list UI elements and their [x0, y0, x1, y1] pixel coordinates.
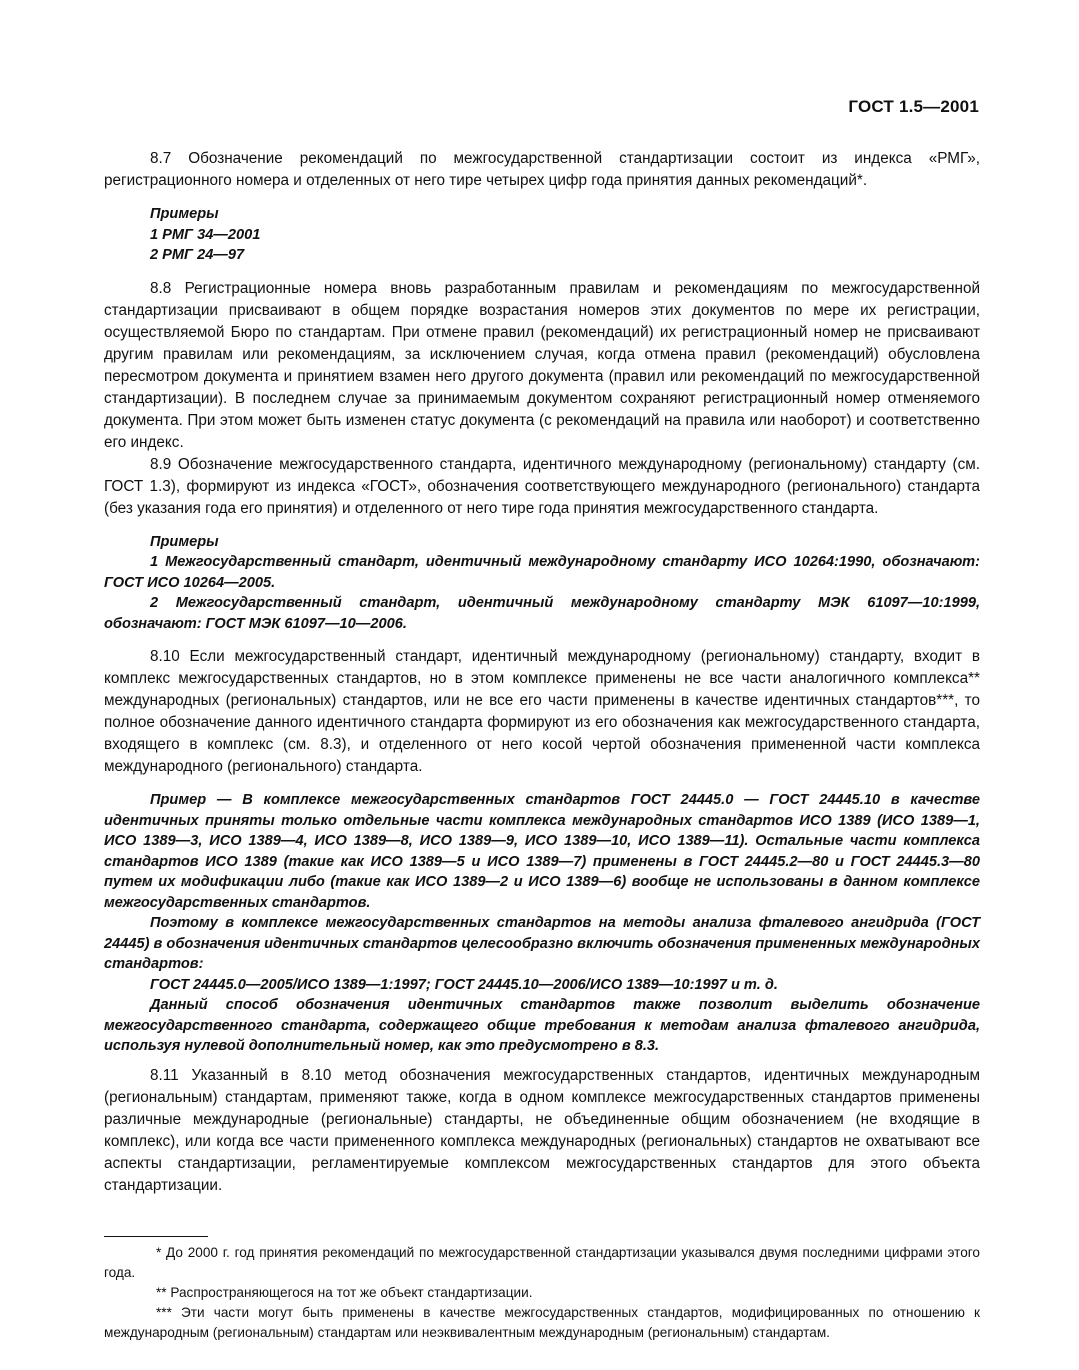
- footnotes: [104, 1243, 980, 1343]
- examples-title: Примеры: [150, 206, 219, 222]
- example-paragraph: Пример — В комплексе межгосударственных стандартов ГОСТ 24445.0 — ГОСТ 24445.10 в качестве идентичных приняты только отдельные части комплекса международных стандартов ИСО 1389 (ИСО 1389—1, ИСО 1389—3, ИСО 1389—4, ИСО 1389—8, ИСО 1389—9, ИСО 1389—10, ИСО 1389—11). Остальные части комплекса стандартов ИСО 1389 (такие как ИСО 1389—5 и ИСО 1389—7) применены в ГОСТ 24445.2—80 и ГОСТ 24445.3—80 путем их модификации либо (такие как ИСО 1389—2 и ИСО 1389—6) вообще не использованы в данном комплексе межгосударственных стандартов.: [104, 792, 980, 911]
- example-paragraph: ГОСТ 24445.0—2005/ИСО 1389—1:1997; ГОСТ 24445.10—2006/ИСО 1389—10:1997 и т. д.: [150, 976, 778, 993]
- clause-8-11: 8.11 Указанный в 8.10 метод обозначения межгосударственных стандартов, идентичных международным (региональным) стандартам, применяют также, когда в одном комплексе межгосударственных стандартов применены различные международные (региональные) стандарты, не объединенные общим обозначением (не входящие в комплекс), или когда все части примененного комплекса международных (региональных) стандартов не охватывают все аспекты стандартизации, регламентируемые комплексом межгосударственных стандартов для этого объекта стандартизации.: [104, 1066, 980, 1194]
- example-item: 2 Межгосударственный стандарт, идентичный международному стандарту МЭК 61097—10:1999, обозначают: ГОСТ МЭК 61097—10—2006.: [104, 595, 980, 632]
- examples-block-1: [104, 204, 980, 266]
- footnote: ** Распространяющегося на тот же объект стандартизации.: [156, 1285, 533, 1300]
- example-item: 2 РМГ 24—97: [150, 247, 245, 263]
- example-item: 1 Межгосударственный стандарт, идентичный международному стандарту ИСО 10264:1990, обозначают: ГОСТ ИСО 10264—2005.: [104, 554, 980, 591]
- footnote: *** Эти части могут быть применены в качестве межгосударственных стандартов, модифицированных по отношению к международным (региональным) стандартам или неэквивалентным международным (региональным) стандартам.: [104, 1305, 980, 1340]
- main-content: [104, 148, 980, 1197]
- clause-8-8: 8.8 Регистрационные номера вновь разработанным правилам и рекомендациям по межгосударственной стандартизации присваивают в общем порядке возрастания номеров этих документов по мере их регистрации, осуществляемой Бюро по стандартам. При отмене правил (рекомендаций) их регистрационный номер не присваивают другим правилам или рекомендациям, за исключением случая, когда отмена правил (рекомендаций) обусловлена пересмотром документа и принятием взамен него другого документа (правил или рекомендаций по межгосударственной стандартизации). В последнем случае за принимаемым документом сохраняют регистрационный номер отменяемого документа. При этом может быть изменен статус документа (с рекомендаций на правила или наоборот) и соответственно его индекс.: [104, 279, 980, 451]
- document-header: ГОСТ 1.5—2001: [848, 97, 979, 116]
- footnote: * До 2000 г. год принятия рекомендаций по межгосударственной стандартизации указывался двумя последними цифрами этого года.: [104, 1245, 980, 1280]
- footnote-separator: [104, 1236, 208, 1237]
- example-paragraph: Поэтому в комплексе межгосударственных стандартов на методы анализа фталевого ангидрида (ГОСТ 24445) в обозначения идентичных стандартов целесообразно включить обозначения примененных международных стандартов:: [104, 915, 980, 972]
- example-item: 1 РМГ 34—2001: [150, 226, 261, 243]
- clause-8-10: 8.10 Если межгосударственный стандарт, идентичный международному (региональному) стандарту, входит в комплекс межгосударственных стандартов, но в этом комплексе применены не все части аналогичного комплекса** международных (региональных) стандартов, или не все его части применены в качестве идентичных стандартов***, то полное обозначение данного идентичного стандарта формируют из его обозначения как межгосударственного стандарта, входящего в комплекс (см. 8.3), и отделенного от него косой чертой обозначения примененной части комплекса международного (регионального) стандарта.: [104, 648, 980, 775]
- clause-8-9: 8.9 Обозначение межгосударственного стандарта, идентичного международному (региональному) стандарту (см. ГОСТ 1.3), формируют из индекса «ГОСТ», обозначения соответствующего международного (регионального) стандарта (без указания года его принятия) и отделенного от него тире года принятия межгосударственного стандарта.: [104, 455, 980, 517]
- clause-8-7: 8.7 Обозначение рекомендаций по межгосударственной стандартизации состоит из индекса «РМГ», регистрационного номера и отделенных от него тире четырех цифр года принятия данных рекомендаций*.: [104, 150, 980, 189]
- example-paragraph: Данный способ обозначения идентичных стандартов также позволит выделить обозначение межгосударственного стандарта, содержащего общие требования к методам анализа фталевого ангидрида, используя нулевой дополнительный номер, как это предусмотрено в 8.3.: [104, 997, 980, 1054]
- examples-block-2: [104, 532, 980, 553]
- examples-title: Примеры: [150, 533, 219, 550]
